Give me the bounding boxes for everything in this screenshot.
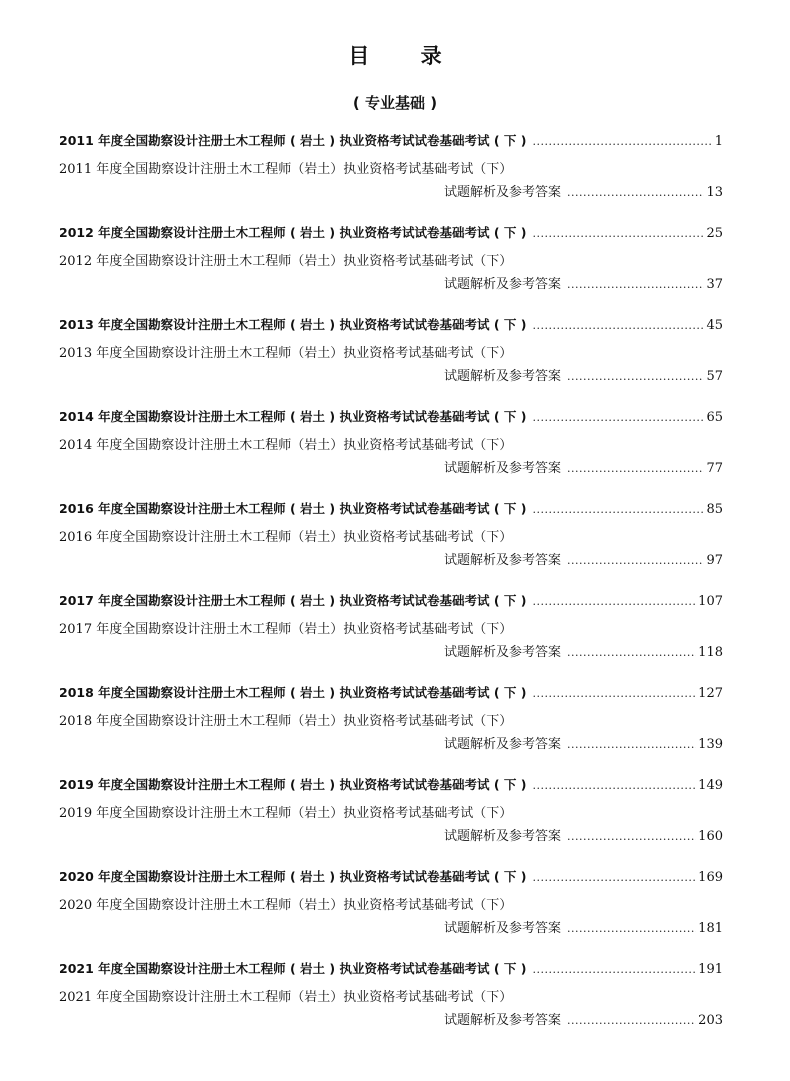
toc-leader-dots	[532, 221, 704, 247]
toc-entry-title: 2018 年度全国勘察设计注册土木工程师 ( 岩土 ) 执业资格考试试卷基础考试 ( 下 )	[59, 685, 527, 700]
toc-page-number: 13	[706, 185, 723, 200]
toc-page-number: 169	[698, 870, 723, 885]
toc-entry-solution-subtitle[interactable]	[59, 273, 723, 297]
toc-group	[59, 404, 723, 496]
toc-entry-title: 2011 年度全国勘察设计注册土木工程师 ( 岩土 ) 执业资格考试试卷基础考试 ( 下 )	[59, 133, 527, 148]
toc-entry-title: 2016 年度全国勘察设计注册土木工程师 ( 岩土 ) 执业资格考试试卷基础考试 ( 下 )	[59, 501, 527, 516]
toc-leader-dots	[567, 825, 696, 849]
toc-group	[59, 220, 723, 312]
toc-entry-subtitle: 试题解析及参考答案	[444, 369, 562, 384]
toc-page-number: 57	[706, 369, 723, 384]
toc-entry-title: 2012 年度全国勘察设计注册土木工程师（岩土）执业资格考试基础考试（下）	[59, 254, 513, 269]
toc-page-number: 65	[706, 410, 723, 425]
toc-leader-dots	[532, 129, 712, 155]
toc-group	[59, 772, 723, 864]
toc-leader-dots	[532, 865, 696, 891]
toc-group	[59, 128, 723, 220]
toc-page-number: 45	[706, 318, 723, 333]
toc-entry-solution-title[interactable]	[59, 435, 723, 457]
toc-page-number: 191	[698, 962, 723, 977]
toc-leader-dots	[567, 917, 696, 941]
toc-entry-solution-title[interactable]	[59, 619, 723, 641]
toc-entry-subtitle: 试题解析及参考答案	[444, 829, 562, 844]
toc-group	[59, 312, 723, 404]
toc-entry-solution-title[interactable]	[59, 711, 723, 733]
toc-entry-title: 2017 年度全国勘察设计注册土木工程师（岩土）执业资格考试基础考试（下）	[59, 622, 513, 637]
toc-entry-exam[interactable]	[59, 496, 723, 522]
toc-page-number: 160	[698, 829, 723, 844]
toc-entry-solution-subtitle[interactable]	[59, 733, 723, 757]
toc-entry-title: 2017 年度全国勘察设计注册土木工程师 ( 岩土 ) 执业资格考试试卷基础考试 ( 下 )	[59, 593, 527, 608]
toc-page-number: 181	[698, 921, 723, 936]
toc-entry-exam[interactable]	[59, 312, 723, 338]
toc-entry-subtitle: 试题解析及参考答案	[444, 277, 562, 292]
toc-page-number: 127	[698, 686, 723, 701]
toc-entry-exam[interactable]	[59, 220, 723, 246]
toc-entry-exam[interactable]	[59, 680, 723, 706]
toc-page-number: 149	[698, 778, 723, 793]
toc-entry-subtitle: 试题解析及参考答案	[444, 921, 562, 936]
toc-entry-title: 2020 年度全国勘察设计注册土木工程师 ( 岩土 ) 执业资格考试试卷基础考试 ( 下 )	[59, 869, 527, 884]
toc-entry-solution-subtitle[interactable]	[59, 825, 723, 849]
toc-entry-title: 2019 年度全国勘察设计注册土木工程师 ( 岩土 ) 执业资格考试试卷基础考试 ( 下 )	[59, 777, 527, 792]
toc-entry-title: 2013 年度全国勘察设计注册土木工程师（岩土）执业资格考试基础考试（下）	[59, 346, 513, 361]
toc-entry-title: 2013 年度全国勘察设计注册土木工程师 ( 岩土 ) 执业资格考试试卷基础考试 ( 下 )	[59, 317, 527, 332]
toc-page-number: 139	[698, 737, 723, 752]
toc-entry-solution-title[interactable]	[59, 987, 723, 1009]
toc-leader-dots	[567, 549, 704, 573]
toc-entry-title: 2014 年度全国勘察设计注册土木工程师 ( 岩土 ) 执业资格考试试卷基础考试 ( 下 )	[59, 409, 527, 424]
toc-entry-title: 2018 年度全国勘察设计注册土木工程师（岩土）执业资格考试基础考试（下）	[59, 714, 513, 729]
toc-entry-solution-title[interactable]	[59, 251, 723, 273]
toc-entry-solution-subtitle[interactable]	[59, 917, 723, 941]
toc-entry-solution-title[interactable]	[59, 159, 723, 181]
toc-leader-dots	[567, 733, 696, 757]
toc-entry-title: 2021 年度全国勘察设计注册土木工程师 ( 岩土 ) 执业资格考试试卷基础考试 ( 下 )	[59, 961, 527, 976]
section-title: ( 专业基础 )	[352, 94, 438, 112]
toc-group	[59, 864, 723, 956]
toc-group	[59, 956, 723, 1048]
toc-entry-exam[interactable]	[59, 128, 723, 154]
toc-entry-exam[interactable]	[59, 772, 723, 798]
toc-group	[59, 588, 723, 680]
toc-leader-dots	[567, 457, 704, 481]
toc-leader-dots	[567, 1009, 696, 1033]
toc-entry-solution-title[interactable]	[59, 803, 723, 825]
toc-entry-title: 2020 年度全国勘察设计注册土木工程师（岩土）执业资格考试基础考试（下）	[59, 898, 513, 913]
toc-entry-solution-subtitle[interactable]	[59, 457, 723, 481]
toc-page-number: 85	[706, 502, 723, 517]
toc-entry-title: 2016 年度全国勘察设计注册土木工程师（岩土）执业资格考试基础考试（下）	[59, 530, 513, 545]
toc-group	[59, 496, 723, 588]
toc-entry-solution-subtitle[interactable]	[59, 181, 723, 205]
toc-leader-dots	[532, 957, 696, 983]
toc-entry-exam[interactable]	[59, 864, 723, 890]
toc-entry-solution-subtitle[interactable]	[59, 641, 723, 665]
toc-entry-subtitle: 试题解析及参考答案	[444, 185, 562, 200]
toc-entry-subtitle: 试题解析及参考答案	[444, 645, 562, 660]
toc-entry-solution-title[interactable]	[59, 527, 723, 549]
toc-leader-dots	[532, 313, 704, 339]
toc-entry-title: 2012 年度全国勘察设计注册土木工程师 ( 岩土 ) 执业资格考试试卷基础考试 ( 下 )	[59, 225, 527, 240]
toc-entry-title: 2011 年度全国勘察设计注册土木工程师（岩土）执业资格考试基础考试（下）	[59, 162, 513, 177]
toc-entry-subtitle: 试题解析及参考答案	[444, 737, 562, 752]
toc-entry-solution-title[interactable]	[59, 343, 723, 365]
toc-entry-title: 2014 年度全国勘察设计注册土木工程师（岩土）执业资格考试基础考试（下）	[59, 438, 513, 453]
toc-entry-solution-subtitle[interactable]	[59, 365, 723, 389]
toc-leader-dots	[532, 405, 704, 431]
toc-entry-exam[interactable]	[59, 956, 723, 982]
toc-page-number: 1	[714, 134, 723, 149]
toc-leader-dots	[532, 773, 696, 799]
toc-group	[59, 680, 723, 772]
toc-page-number: 203	[698, 1013, 723, 1028]
toc-page-number: 37	[706, 277, 723, 292]
page-title: 目 录	[348, 44, 464, 68]
toc-entry-title: 2021 年度全国勘察设计注册土木工程师（岩土）执业资格考试基础考试（下）	[59, 990, 513, 1005]
toc-page-number: 97	[706, 553, 723, 568]
toc-entry-subtitle: 试题解析及参考答案	[444, 461, 562, 476]
toc-entry-exam[interactable]	[59, 588, 723, 614]
toc-entry-subtitle: 试题解析及参考答案	[444, 1013, 562, 1028]
toc-leader-dots	[532, 589, 696, 615]
table-of-contents	[59, 128, 723, 1048]
toc-leader-dots	[567, 181, 704, 205]
toc-leader-dots	[567, 273, 704, 297]
toc-leader-dots	[567, 641, 696, 665]
toc-page-number: 118	[698, 645, 723, 660]
toc-entry-solution-title[interactable]	[59, 895, 723, 917]
toc-leader-dots	[567, 365, 704, 389]
toc-page-number: 25	[706, 226, 723, 241]
toc-page-number: 77	[706, 461, 723, 476]
toc-entry-title: 2019 年度全国勘察设计注册土木工程师（岩土）执业资格考试基础考试（下）	[59, 806, 513, 821]
toc-entry-solution-subtitle[interactable]	[59, 549, 723, 573]
toc-entry-solution-subtitle[interactable]	[59, 1009, 723, 1033]
toc-leader-dots	[532, 681, 696, 707]
toc-entry-subtitle: 试题解析及参考答案	[444, 553, 562, 568]
toc-entry-exam[interactable]	[59, 404, 723, 430]
toc-leader-dots	[532, 497, 704, 523]
toc-page-number: 107	[698, 594, 723, 609]
